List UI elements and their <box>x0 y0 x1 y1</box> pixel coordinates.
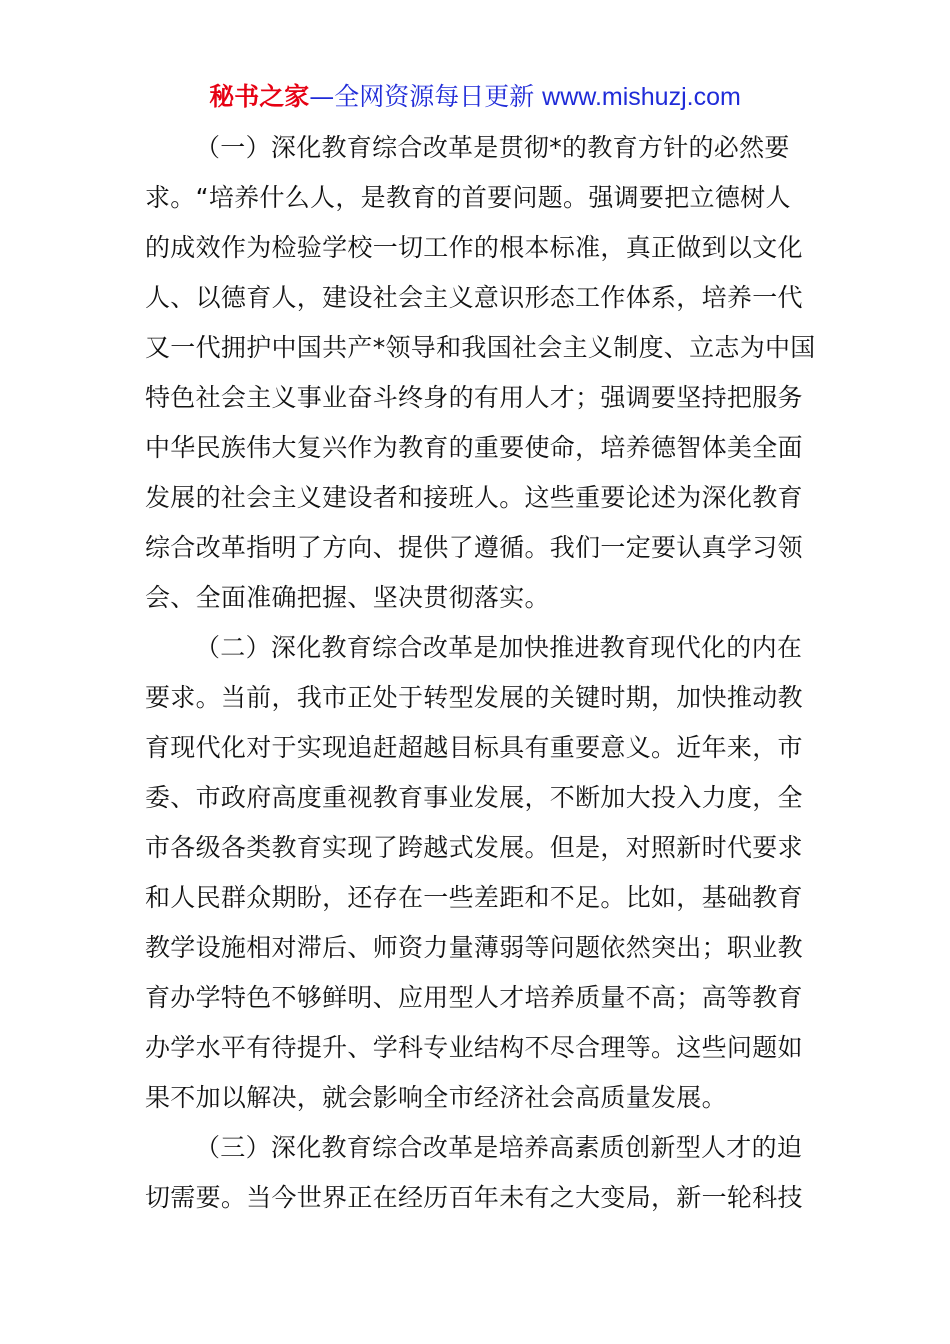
site-tagline: —全网资源每日更新 <box>309 82 543 111</box>
paragraph-1-line: 会、全面准确把握、坚决贯彻落实。 <box>145 583 550 612</box>
paragraph-2-line: 和人民群众期盼，还存在一些差距和不足。比如，基础教育 <box>145 883 803 912</box>
site-url-link[interactable]: www.mishuzj.com <box>542 83 741 111</box>
paragraph-1-line: 发展的社会主义建设者和接班人。这些重要论述为深化教育 <box>145 483 803 512</box>
site-header <box>0 80 950 114</box>
paragraph-2-line: 育现代化对于实现追赶超越目标具有重要意义。近年来，市 <box>145 733 803 762</box>
paragraph-1-line: 中华民族伟大复兴作为教育的重要使命，培养德智体美全面 <box>145 433 803 462</box>
paragraph-2-line: 果不加以解决，就会影响全市经济社会高质量发展。 <box>145 1083 727 1112</box>
paragraph-1-line: （一）深化教育综合改革是贯彻*的教育方针的必然要 <box>195 133 790 162</box>
paragraph-2-line: 要求。当前，我市正处于转型发展的关键时期，加快推动教 <box>145 683 803 712</box>
paragraph-3-line: （三）深化教育综合改革是培养高素质创新型人才的迫 <box>195 1133 803 1162</box>
paragraph-2-line: （二）深化教育综合改革是加快推进教育现代化的内在 <box>195 633 803 662</box>
paragraph-1-line: 特色社会主义事业奋斗终身的有用人才；强调要坚持把服务 <box>145 383 803 412</box>
paragraph-1-line: 综合改革指明了方向、提供了遵循。我们一定要认真学习领 <box>145 533 803 562</box>
paragraph-1-line: 的成效作为检验学校一切工作的根本标准，真正做到以文化 <box>145 233 803 262</box>
paragraph-2-line: 委、市政府高度重视教育事业发展，不断加大投入力度，全 <box>145 783 803 812</box>
paragraph-3-line: 切需要。当今世界正在经历百年未有之大变局，新一轮科技 <box>145 1183 803 1212</box>
site-brand: 秘书之家 <box>209 82 310 111</box>
paragraph-2-line: 教学设施相对滞后、师资力量薄弱等问题依然突出；职业教 <box>145 933 803 962</box>
paragraph-2-line: 办学水平有待提升、学科专业结构不尽合理等。这些问题如 <box>145 1033 803 1062</box>
paragraph-2-line: 市各级各类教育实现了跨越式发展。但是，对照新时代要求 <box>145 833 803 862</box>
document-body <box>145 123 816 1223</box>
paragraph-1-line: 又一代拥护中国共产*领导和我国社会主义制度、立志为中国 <box>145 333 816 362</box>
paragraph-1-line: 求。“培养什么人，是教育的首要问题。强调要把立德树人 <box>145 183 791 212</box>
paragraph-1-line: 人、以德育人，建设社会主义意识形态工作体系，培养一代 <box>145 283 803 312</box>
paragraph-2-line: 育办学特色不够鲜明、应用型人才培养质量不高；高等教育 <box>145 983 803 1012</box>
